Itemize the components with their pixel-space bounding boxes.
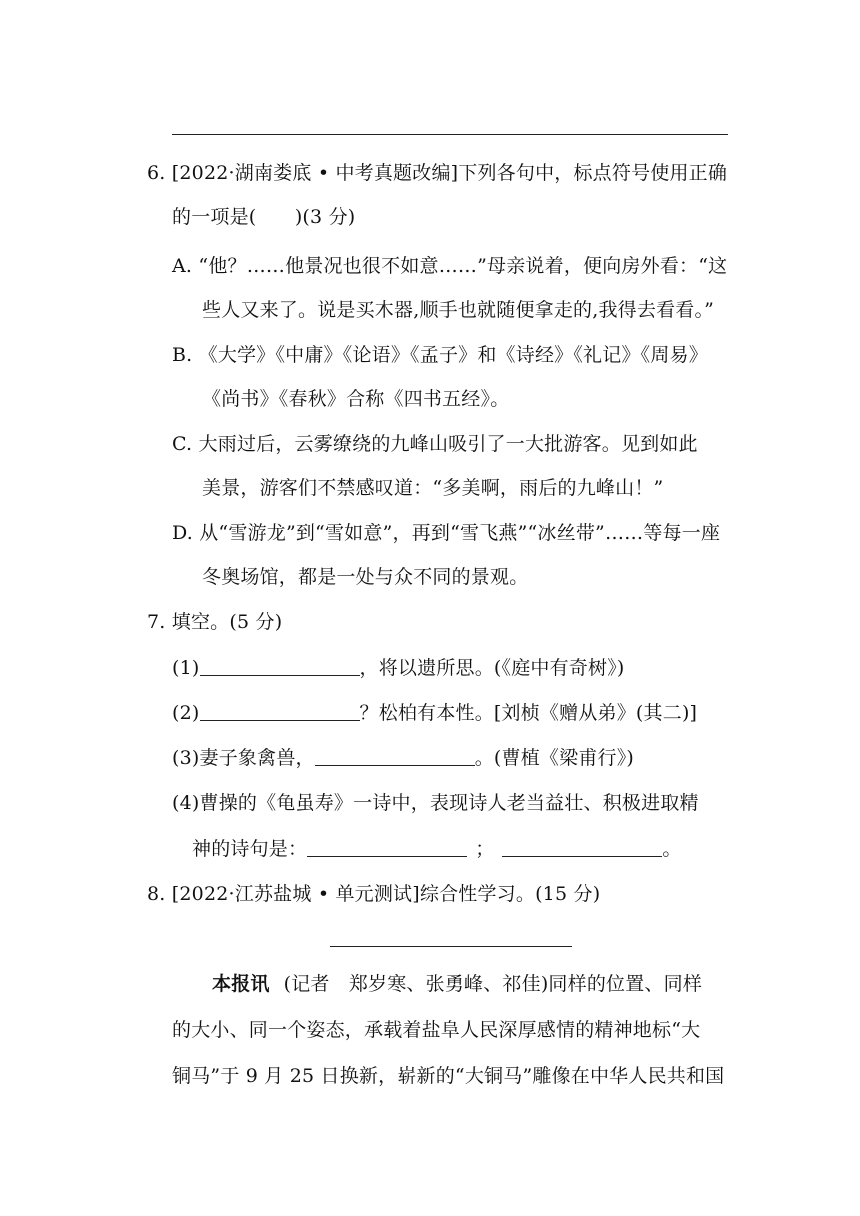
q7-item4-line1: (4)曹操的《龟虽寿》一诗中，表现诗人老当益壮、积极进取精	[172, 792, 699, 814]
q6-option-d-line2: 冬奥场馆，都是一处与众不同的景观。	[202, 566, 529, 588]
q8-paragraph-line1-text: (记者 郑岁寒、张勇峰、祁佳)同样的位置、同样	[283, 973, 703, 995]
answer-blank-3[interactable]	[315, 747, 475, 766]
q6-option-c-line2: 美景，游客们不禁感叹道：“多美啊，雨后的九峰山！”	[202, 477, 664, 499]
q7-item1	[172, 656, 625, 680]
answer-blank-1[interactable]	[200, 657, 360, 676]
q7-item4-end: 。	[662, 838, 682, 860]
q8-paragraph-line3: 铜马”于 9 月 25 日换新，崭新的“大铜马”雕像在中华人民共和国	[172, 1065, 725, 1087]
q6-option-b-line1: B. 《大学》《中庸》《论语》《孟子》和《诗经》《礼记》《周易》	[172, 344, 708, 366]
answer-blank-4[interactable]	[307, 838, 467, 857]
q7-item4-line2	[192, 837, 682, 861]
q6-option-a-line1: A. “他？……他景况也很不如意……”母亲说着，便向房外看：“这	[172, 255, 728, 277]
q7-item3-text-post: 。(曹植《梁甫行》)	[474, 747, 635, 769]
q7-item4-separator: ；	[475, 838, 495, 860]
q7-item2	[172, 701, 697, 725]
q7-item1-number: (1)	[172, 657, 200, 679]
q6-stem-line1: 6. [2022·湖南娄底 • 中考真题改编]下列各句中，标点符号使用正确	[147, 162, 728, 184]
news-lead-label: 本报讯	[212, 973, 270, 995]
q7-item2-text: ？松柏有本性。[刘桢《赠从弟》(其二)]	[359, 702, 698, 724]
answer-blank-2[interactable]	[200, 702, 360, 721]
top-divider	[172, 134, 728, 135]
q6-option-a-line2: 些人又来了。说是买木器,顺手也就随便拿走的,我得去看看。”	[202, 299, 715, 321]
q8-paragraph-line1	[212, 972, 702, 996]
q6-option-d-line1: D. 从“雪游龙”到“雪如意”，再到“雪飞燕”“冰丝带”……等每一座	[172, 522, 721, 544]
q7-item3-text-pre: (3)妻子象禽兽，	[172, 747, 315, 769]
q6-option-c-line1: C. 大雨过后，云雾缭绕的九峰山吸引了一大批游客。见到如此	[172, 433, 698, 455]
q7-item3	[172, 746, 634, 770]
q8-paragraph-line2: 的大小、同一个姿态，承载着盐阜人民深厚感情的精神地标“大	[172, 1019, 701, 1041]
q6-stem-line2: 的一项是( )(3 分)	[172, 206, 356, 228]
headline-blank-line	[330, 946, 572, 947]
answer-blank-5[interactable]	[502, 838, 662, 857]
q7-item2-number: (2)	[172, 702, 200, 724]
q8-title: 8. [2022·江苏盐城 • 单元测试]综合性学习。(15 分)	[147, 883, 601, 905]
q7-item4-lead: 神的诗句是：	[192, 838, 308, 860]
q6-option-b-line2: 《尚书》《春秋》合称《四书五经》。	[202, 388, 510, 410]
q7-item1-text: ，将以遗所思。(《庭中有奇树》)	[359, 657, 625, 679]
q7-title: 7. 填空。(5 分)	[147, 611, 283, 633]
